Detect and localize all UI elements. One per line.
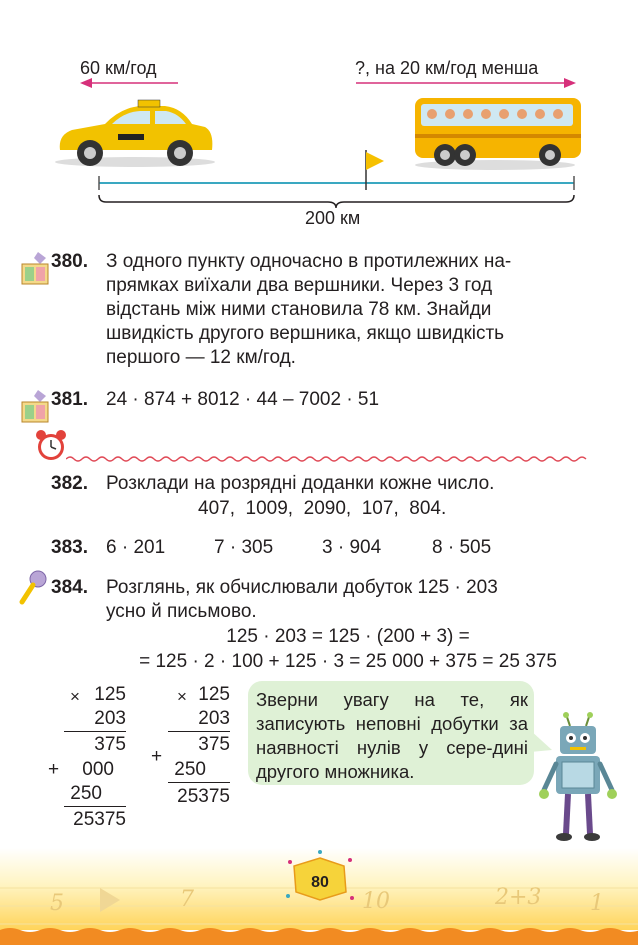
bus-icon (415, 98, 581, 170)
right-arrow-icon (356, 78, 576, 88)
wavy-divider (66, 454, 590, 464)
factor-b: 203 (198, 708, 230, 729)
problem-384-eq1: 125 · 203 = 125 · (200 + 3) = (226, 626, 470, 647)
microphone-icon (18, 570, 48, 606)
multiply-sign: × (177, 687, 187, 706)
problem-383-number: 383. (51, 537, 88, 558)
rule-line (168, 731, 230, 732)
partial-product-3: 250 (70, 783, 102, 804)
problem-384-line1: Розглянь, як обчислювали добуток 125 · 203 (106, 577, 498, 598)
problem-380-line: відстань між ними становила 78 км. Знайди (106, 299, 492, 320)
problem-380-number: 380. (51, 251, 88, 272)
factor-a: 125 (94, 684, 126, 705)
tip-callout-text: Зверни увагу на те, як записують неповні добутки за наявності нулів у сере-дині другого множника. (256, 689, 528, 782)
svg-text:5: 5 (50, 891, 64, 916)
left-speed-label: 60 км/год (80, 58, 157, 78)
taxi-icon (55, 100, 215, 167)
rule-line (168, 782, 230, 783)
problem-382-text: Розклади на розрядні доданки кожне число. (106, 473, 495, 494)
page-number: 80 (311, 874, 329, 891)
alarm-clock-icon (34, 428, 68, 464)
problem-384-number: 384. (51, 577, 88, 598)
product-result: 25375 (73, 809, 126, 830)
problem-380-line: першого — 12 км/год. (106, 347, 296, 368)
problem-380-text (106, 250, 586, 370)
notebook-pencil-icon (20, 250, 52, 286)
svg-text:2+3: 2+3 (495, 885, 542, 910)
problem-380-line: швидкість другого вершника, якщо швидкість (106, 323, 505, 344)
rule-line (64, 806, 126, 807)
svg-text:10: 10 (362, 889, 390, 914)
problem-383-item: 8 · 505 (432, 537, 492, 558)
right-speed-label: ?, на 20 км/год менша (355, 58, 539, 78)
problem-383-item: 6 · 201 (106, 537, 166, 558)
robot-icon (538, 712, 618, 842)
partial-product-1: 375 (198, 734, 230, 755)
problem-382-number: 382. (51, 473, 88, 494)
partial-product-1: 375 (94, 734, 126, 755)
product-result: 25375 (177, 786, 230, 807)
motion-diagram (0, 0, 638, 240)
problem-384-eq2: = 125 · 2 · 100 + 125 · 3 = 25 000 + 375 = 25 375 (139, 651, 557, 672)
svg-text:7: 7 (180, 887, 194, 912)
distance-label: 200 км (305, 208, 361, 228)
plus-sign: + (151, 746, 163, 767)
plus-sign: + (48, 759, 60, 780)
problem-381-number: 381. (51, 389, 88, 410)
multiply-sign: × (70, 687, 80, 706)
problem-381-expression: 24 · 874 + 8012 · 44 – 7002 · 51 (106, 389, 380, 410)
problem-384-line2: усно й письмово. (106, 601, 257, 622)
problem-380-line: З одного пункту одночасно в протилежних на- (106, 251, 512, 272)
problem-380-line: прямках виїхали два вершники. Через 3 год (106, 275, 493, 296)
left-arrow-icon (80, 78, 178, 88)
factor-a: 125 (198, 684, 230, 705)
decorative-footer (0, 848, 638, 945)
factor-b: 203 (94, 708, 126, 729)
partial-product-2: 250 (174, 759, 206, 780)
svg-text:1: 1 (590, 891, 604, 916)
problem-383-item: 7 · 305 (214, 537, 274, 558)
partial-product-2: 000 (82, 759, 114, 780)
rule-line (64, 731, 126, 732)
problem-382-numbers: 407, 1009, 2090, 107, 804. (198, 498, 447, 519)
distance-segment (99, 176, 574, 190)
distance-brace (99, 195, 574, 208)
notebook-pencil-icon (20, 388, 52, 424)
problem-383-item: 3 · 904 (322, 537, 382, 558)
